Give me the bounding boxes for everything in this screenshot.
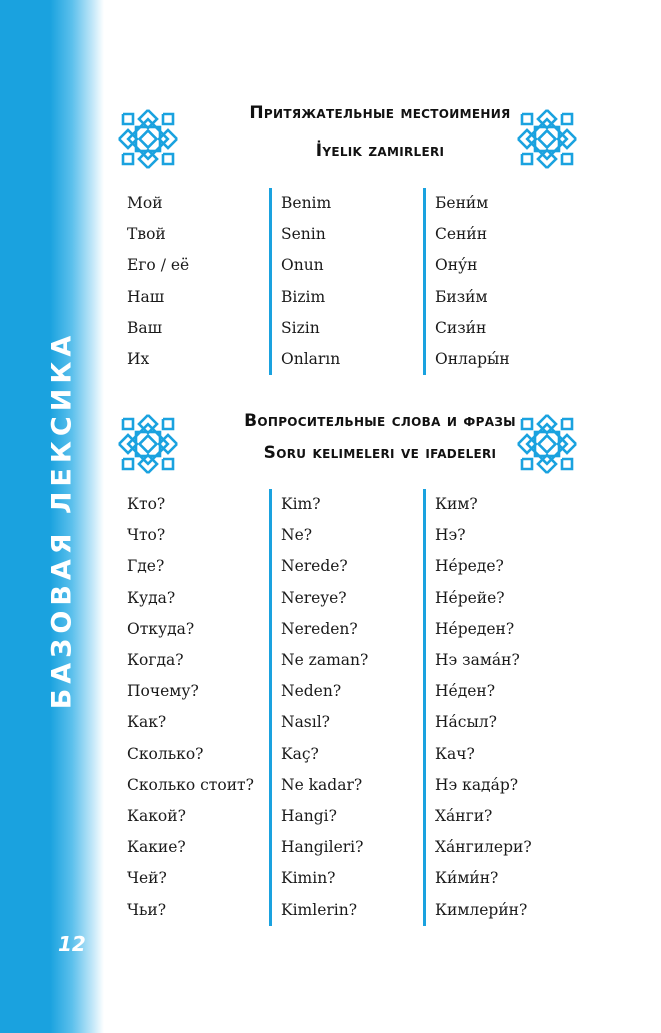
list-item: Ону́н <box>435 256 478 275</box>
list-item: Ваш <box>127 318 163 337</box>
list-item: Не́рейе? <box>435 588 505 607</box>
list-item: Какие? <box>127 838 186 857</box>
list-item: Онлары́н <box>435 350 510 369</box>
list-item: Сизи́н <box>435 318 487 337</box>
section-heading <box>110 443 650 463</box>
list-item: Чьи? <box>127 900 167 919</box>
section-heading <box>110 141 650 161</box>
list-item: На́сыл? <box>435 713 497 732</box>
section-title-tr: Soru kelimeleri ve ifadeleri <box>263 443 497 463</box>
list-item: Кимлери́н? <box>435 900 528 919</box>
column-russian <box>127 188 189 375</box>
list-item: Сколько? <box>127 744 204 763</box>
list-item: Кач? <box>435 744 475 763</box>
list-item: Ne kadar? <box>281 775 363 794</box>
list-item: Neden? <box>281 682 342 701</box>
list-item: Не́ден? <box>435 682 496 701</box>
list-item: Hangi? <box>281 807 337 826</box>
list-item: Мой <box>127 194 163 212</box>
list-item: Onun <box>281 256 324 275</box>
list-item: Sizin <box>281 318 320 337</box>
page-number: 12 <box>58 932 86 956</box>
list-item: Какой? <box>127 807 186 826</box>
list-item: Что? <box>127 526 166 545</box>
list-item: Сени́н <box>435 225 488 244</box>
section-heading <box>110 411 650 431</box>
list-item: Сколько стоит? <box>127 775 254 794</box>
column-russian <box>127 489 254 926</box>
list-item: Где? <box>127 557 165 576</box>
list-item: Нэ када́р? <box>435 775 519 794</box>
list-item: Как? <box>127 713 167 732</box>
section-heading <box>110 103 650 123</box>
section-title-ru: Вопросительные слова и фразы <box>244 411 516 431</box>
list-item: Откуда? <box>127 619 195 638</box>
list-item: Нэ? <box>435 526 466 545</box>
list-item: Kim? <box>281 495 321 513</box>
list-item: Ха́нги? <box>435 807 493 826</box>
side-title: БАЗОВАЯ ЛЕКСИКА <box>46 330 78 710</box>
column-turkish <box>269 489 368 926</box>
list-item: Nasıl? <box>281 713 330 732</box>
list-item: Кто? <box>127 495 166 513</box>
list-item: Куда? <box>127 588 176 607</box>
list-item: Ки́ми́н? <box>435 869 499 888</box>
column-pronunciation <box>423 489 532 926</box>
list-item: Бени́м <box>435 194 489 212</box>
list-item: Kaç? <box>281 744 319 763</box>
list-item: Bizim <box>281 287 326 306</box>
list-item: Benim <box>281 194 332 212</box>
section-title-tr: İyelik zamirleri <box>315 141 445 161</box>
list-item: Kimin? <box>281 869 336 888</box>
list-item: Ne? <box>281 526 313 545</box>
list-item: Чей? <box>127 869 167 888</box>
section-title-ru: Притяжательные местоимения <box>249 103 511 123</box>
list-item: Не́реден? <box>435 619 515 638</box>
column-turkish <box>269 188 340 375</box>
list-item: Nereden? <box>281 619 358 638</box>
list-item: Бизи́м <box>435 287 488 306</box>
list-item: Твой <box>127 225 166 244</box>
list-item: Kimlerin? <box>281 900 358 919</box>
list-item: Его / её <box>127 256 190 275</box>
list-item: Не́реде? <box>435 557 504 576</box>
list-item: Наш <box>127 287 165 306</box>
list-item: Nereye? <box>281 588 347 607</box>
list-item: Почему? <box>127 682 199 701</box>
list-item: Ne zaman? <box>281 651 369 670</box>
list-item: Senin <box>281 225 326 244</box>
list-item: Нэ зама́н? <box>435 651 520 670</box>
list-item: Nerede? <box>281 557 348 576</box>
column-pronunciation <box>423 188 510 375</box>
list-item: Ха́нгилери? <box>435 838 532 857</box>
list-item: Hangileri? <box>281 838 364 857</box>
list-item: Ким? <box>435 495 478 513</box>
list-item: Onların <box>281 350 341 369</box>
list-item: Их <box>127 350 150 369</box>
list-item: Когда? <box>127 651 184 670</box>
